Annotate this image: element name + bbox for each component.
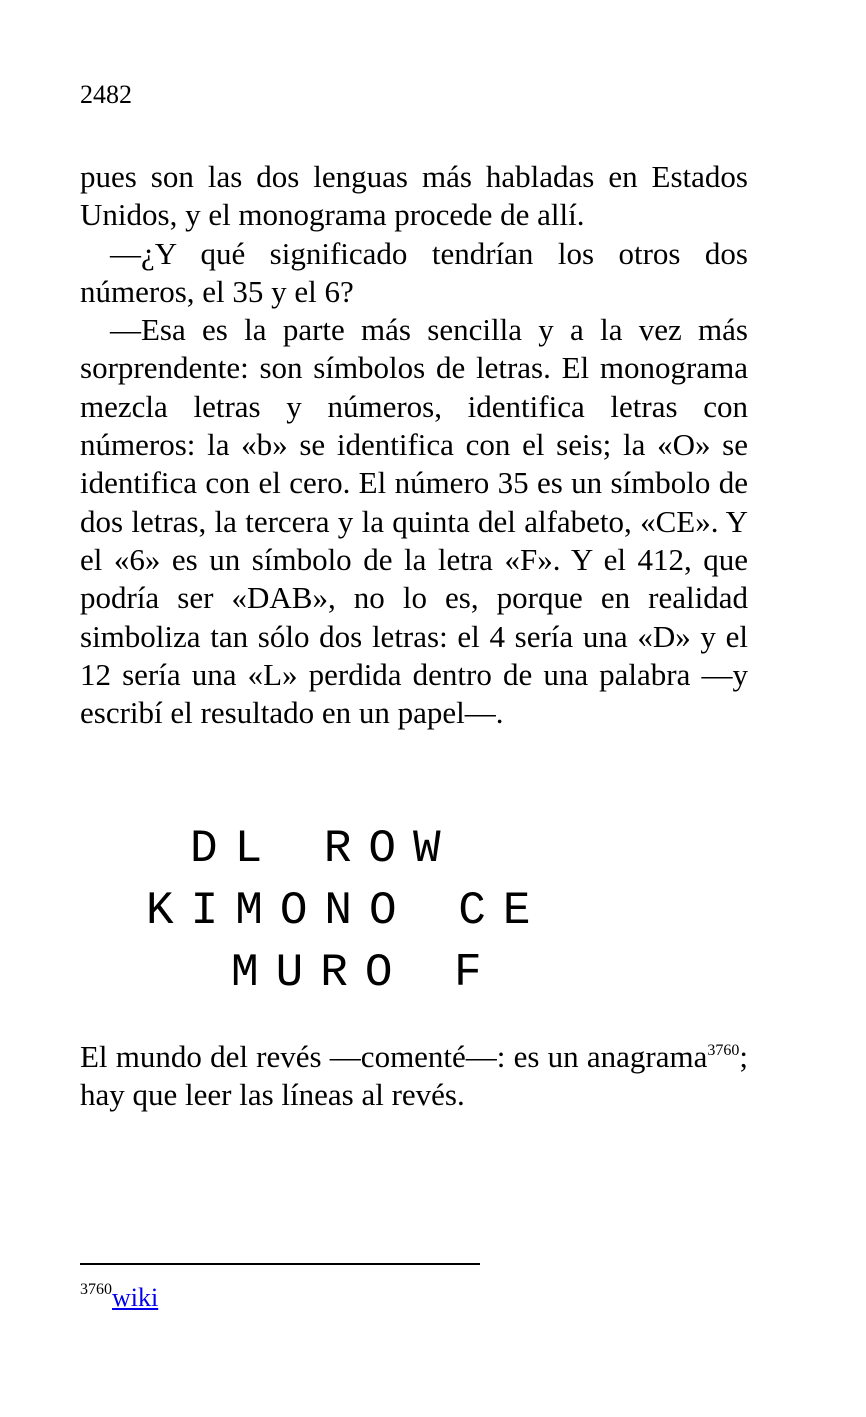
footnote-divider (80, 1263, 480, 1265)
closing-text: ; hay que leer las líneas al revés. (80, 1039, 748, 1113)
body-text (80, 158, 748, 732)
footnote-link[interactable]: wiki (112, 1283, 159, 1312)
page-number: 2482 (80, 80, 132, 109)
footnote-reference[interactable]: 3760 (707, 1042, 740, 1059)
closing-text: El mundo del revés —comenté—: es un anagrama (80, 1039, 708, 1074)
anagram-line: DL ROW (190, 823, 458, 875)
anagram-line: KIMONO CE (146, 885, 548, 937)
closing-paragraph (80, 1038, 748, 1115)
paragraph: —¿Y qué significado tendrían los otros dos números, el 35 y el 6? (80, 235, 748, 309)
anagram-block (0, 818, 866, 1066)
paragraph: —Esa es la parte más sencilla y a la vez más sorprendente: son símbolos de letras. El monograma mezcla letras y números, identifica letras con números: la «b» se identifica con el seis; la «O» se identifica con el cero. El número 35 es un símbolo de dos letras, la tercera y la quinta del alfabeto, «CE». Y el «6» es un símbolo de la letra «F». Y el 412, que podría ser «DAB», no lo es, porque en realidad simboliza tan sólo dos letras: el 4 sería una «D» y el 12 sería una «L» perdida dentro de una palabra —y escribí el resultado en un papel—. (80, 312, 748, 731)
anagram-line: MURO F (231, 947, 499, 999)
footnote-number: 3760 (80, 1281, 112, 1298)
paragraph: pues son las dos lenguas más habladas en Estados Unidos, y el monograma procede de allí. (80, 159, 748, 233)
footnote (80, 1280, 158, 1316)
